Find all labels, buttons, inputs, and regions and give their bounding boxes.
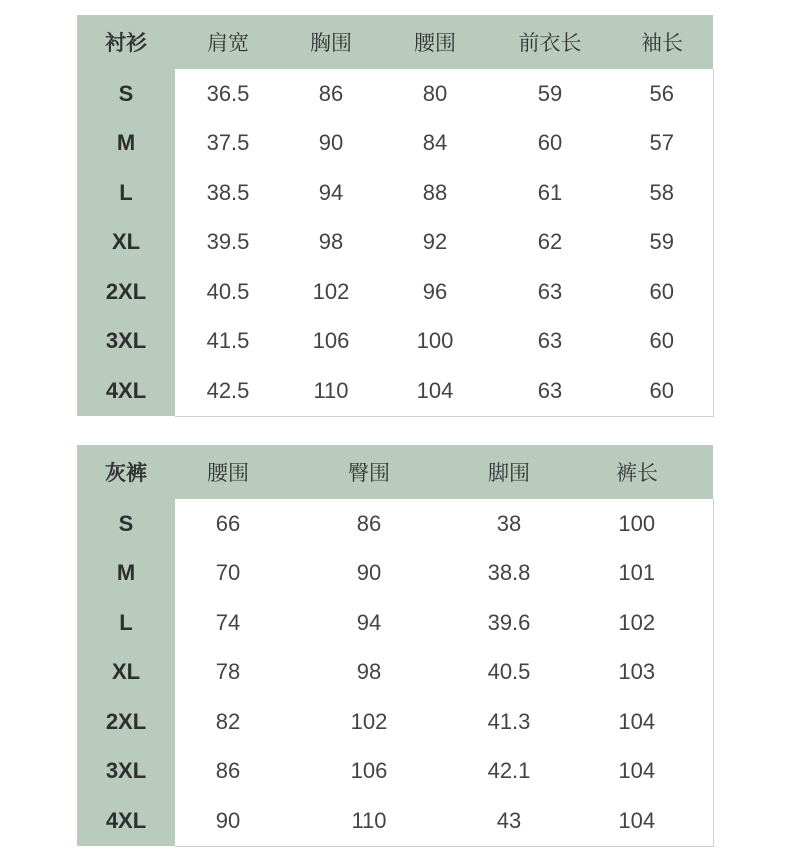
size-label: S: [77, 499, 175, 549]
table-row: [77, 119, 713, 169]
shirt-col-header: 胸围: [281, 15, 381, 69]
table-cell: 84: [422, 130, 448, 156]
table-cell: 104: [381, 366, 489, 416]
table-cell: 96: [422, 278, 448, 304]
table-cell: 66: [215, 510, 241, 536]
table-cell: 90: [175, 796, 281, 846]
table-cell: 59: [611, 218, 713, 268]
table-cell: 38: [496, 510, 522, 536]
size-label: XL: [77, 648, 175, 698]
table-cell: 92: [422, 229, 448, 255]
table-cell: 80: [422, 80, 448, 106]
table-cell: 94: [356, 609, 382, 635]
table-row: [77, 366, 713, 416]
table-cell: 36.5: [206, 80, 250, 106]
table-cell: 60: [611, 317, 713, 367]
shirt-col-header: 肩宽: [175, 15, 281, 69]
table-cell: 40.5: [206, 278, 250, 304]
table-cell: 101: [561, 549, 713, 599]
table-row: [77, 598, 713, 648]
table-row: [77, 796, 713, 846]
size-label: 3XL: [77, 317, 175, 367]
shirt-corner-label: 衬衫: [77, 15, 175, 69]
table-cell: 86: [356, 510, 382, 536]
table-cell: 37.5: [206, 130, 250, 156]
table-cell: 90: [356, 560, 382, 586]
table-cell: 41.3: [487, 708, 531, 734]
table-cell: 60: [611, 366, 713, 416]
table-cell: 39.5: [206, 229, 250, 255]
table-cell: 90: [318, 130, 344, 156]
table-cell: 110: [281, 796, 457, 846]
table-cell: 100: [561, 499, 713, 549]
shirt-col-header: 前衣长: [489, 15, 611, 69]
table-cell: 58: [611, 168, 713, 218]
size-label: 3XL: [77, 747, 175, 797]
table-cell: 106: [312, 328, 350, 354]
size-label: 2XL: [77, 697, 175, 747]
table-cell: 102: [312, 278, 350, 304]
table-cell: 102: [561, 598, 713, 648]
table-cell: 70: [215, 560, 241, 586]
pants-header-row: [77, 445, 713, 499]
table-cell: 104: [561, 796, 713, 846]
table-cell: 42.1: [487, 758, 531, 784]
table-row: [77, 747, 713, 797]
table-cell: 74: [215, 609, 241, 635]
shirt-header-row: [77, 15, 713, 69]
table-cell: 78: [215, 659, 241, 685]
pants-corner-label: 灰裤: [77, 445, 175, 499]
table-cell: 62: [537, 229, 563, 255]
table-cell: 82: [215, 708, 241, 734]
table-row: [77, 499, 713, 549]
table-cell: 40.5: [487, 659, 531, 685]
size-label: 4XL: [77, 366, 175, 416]
table-cell: 104: [561, 697, 713, 747]
pants-col-header: 裤长: [561, 445, 713, 499]
table-cell: 57: [611, 119, 713, 169]
table-cell: 39.6: [487, 609, 531, 635]
table-cell: 61: [537, 179, 563, 205]
table-row: [77, 549, 713, 599]
size-label: M: [77, 119, 175, 169]
pants-col-header: 脚围: [457, 445, 561, 499]
table-row: [77, 168, 713, 218]
table-cell: 104: [561, 747, 713, 797]
size-label: M: [77, 549, 175, 599]
table-cell: 43: [457, 796, 561, 846]
pants-col-header: 臀围: [281, 445, 457, 499]
table-cell: 94: [318, 179, 344, 205]
table-cell: 41.5: [206, 328, 250, 354]
size-label: S: [77, 69, 175, 119]
table-cell: 86: [215, 758, 241, 784]
table-cell: 38.5: [206, 179, 250, 205]
shirt-size-table: [77, 15, 714, 417]
table-cell: 63: [537, 328, 563, 354]
table-row: [77, 317, 713, 367]
table-cell: 60: [611, 267, 713, 317]
table-cell: 63: [489, 366, 611, 416]
table-cell: 100: [416, 328, 454, 354]
table-cell: 102: [350, 708, 388, 734]
table-cell: 60: [537, 130, 563, 156]
table-cell: 86: [318, 80, 344, 106]
table-row: [77, 218, 713, 268]
table-cell: 106: [350, 758, 388, 784]
table-cell: 56: [611, 69, 713, 119]
table-cell: 98: [318, 229, 344, 255]
pants-col-header: 腰围: [175, 445, 281, 499]
shirt-col-header: 袖长: [611, 15, 713, 69]
table-cell: 98: [356, 659, 382, 685]
table-row: [77, 69, 713, 119]
shirt-col-header: 腰围: [381, 15, 489, 69]
table-cell: 88: [422, 179, 448, 205]
table-row: [77, 697, 713, 747]
table-row: [77, 648, 713, 698]
table-cell: 59: [537, 80, 563, 106]
size-label: XL: [77, 218, 175, 268]
pants-size-table: [77, 445, 714, 847]
size-label: L: [77, 168, 175, 218]
table-row: [77, 267, 713, 317]
size-label: 2XL: [77, 267, 175, 317]
table-cell: 110: [281, 366, 381, 416]
table-cell: 63: [537, 278, 563, 304]
size-label: L: [77, 598, 175, 648]
table-cell: 38.8: [487, 560, 531, 586]
table-cell: 42.5: [175, 366, 281, 416]
table-cell: 103: [561, 648, 713, 698]
size-label: 4XL: [77, 796, 175, 846]
